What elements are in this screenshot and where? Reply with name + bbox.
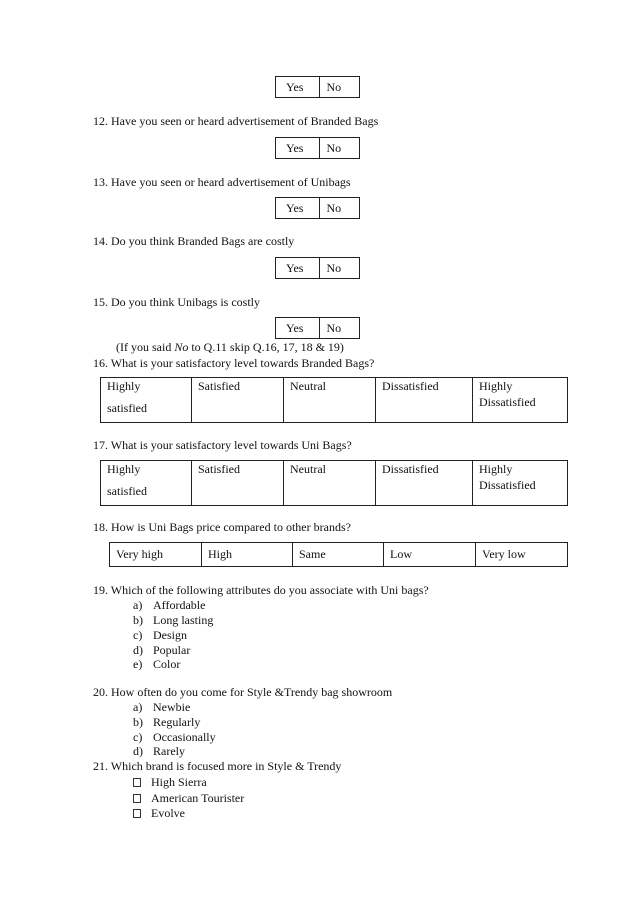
list-item[interactable] xyxy=(133,657,180,672)
option-text: American Tourister xyxy=(151,791,245,805)
option-same[interactable]: Same xyxy=(293,543,384,567)
no-option[interactable]: No xyxy=(319,77,360,97)
option-highly-dissatisfied[interactable] xyxy=(473,461,568,506)
option-text: Design xyxy=(153,628,187,642)
list-item[interactable] xyxy=(133,700,190,715)
list-item[interactable] xyxy=(133,628,187,643)
no-option[interactable]: No xyxy=(319,138,360,158)
option-label-line: Dissatisfied xyxy=(479,478,536,492)
option-text: Evolve xyxy=(151,806,185,820)
q14-yesno xyxy=(275,257,360,279)
list-item[interactable] xyxy=(133,791,244,806)
question-13: 13. Have you seen or heard advertisement of Unibags xyxy=(93,175,351,189)
list-item[interactable] xyxy=(133,643,190,658)
option-text: Popular xyxy=(153,643,191,657)
skip-note-post: to Q.11 skip Q.16, 17, 18 & 19) xyxy=(188,340,344,354)
option-text: Color xyxy=(153,657,181,671)
q12-yesno xyxy=(275,137,360,159)
option-label-line: satisfied xyxy=(107,484,147,498)
option-marker: b) xyxy=(133,613,143,627)
question-20: 20. How often do you come for Style &Trendy bag showroom xyxy=(93,685,393,699)
option-label-line: Highly xyxy=(479,462,513,476)
option-marker: c) xyxy=(133,730,143,744)
checkbox-icon[interactable] xyxy=(133,794,141,803)
option-label-line: Highly xyxy=(107,379,141,393)
yes-option[interactable]: Yes xyxy=(286,320,304,335)
option-text: Long lasting xyxy=(153,613,214,627)
option-text: High Sierra xyxy=(151,775,207,789)
option-low[interactable]: Low xyxy=(384,543,476,567)
question-16: 16. What is your satisfactory level towards Branded Bags? xyxy=(93,356,375,370)
option-neutral[interactable]: Neutral xyxy=(284,461,376,506)
question-21: 21. Which brand is focused more in Style & Trendy xyxy=(93,759,342,773)
checkbox-icon[interactable] xyxy=(133,809,141,818)
question-18: 18. How is Uni Bags price compared to other brands? xyxy=(93,520,351,534)
option-dissatisfied[interactable]: Dissatisfied xyxy=(376,378,473,423)
list-item[interactable] xyxy=(133,598,205,613)
option-label-line: satisfied xyxy=(107,401,147,415)
option-label-line: Dissatisfied xyxy=(479,395,536,409)
option-text: Regularly xyxy=(153,715,201,729)
list-item[interactable] xyxy=(133,806,185,821)
option-marker: c) xyxy=(133,628,143,642)
option-marker: a) xyxy=(133,700,143,714)
yes-option[interactable]: Yes xyxy=(286,260,304,275)
option-dissatisfied[interactable]: Dissatisfied xyxy=(376,461,473,506)
option-marker: d) xyxy=(133,744,143,758)
option-highly-dissatisfied[interactable] xyxy=(473,378,568,423)
list-item[interactable] xyxy=(133,744,185,759)
option-marker: e) xyxy=(133,657,143,671)
option-very-high[interactable]: Very high xyxy=(110,543,202,567)
option-highly-satisfied[interactable] xyxy=(101,378,192,423)
option-marker: b) xyxy=(133,715,143,729)
question-19: 19. Which of the following attributes do you associate with Uni bags? xyxy=(93,583,429,597)
skip-note xyxy=(116,340,344,355)
option-label-line: Highly xyxy=(107,462,141,476)
list-item[interactable] xyxy=(133,715,200,730)
option-very-low[interactable]: Very low xyxy=(476,543,568,567)
option-highly-satisfied[interactable] xyxy=(101,461,192,506)
no-option[interactable]: No xyxy=(319,258,360,278)
skip-note-emphasis: No xyxy=(174,340,189,354)
yes-option[interactable]: Yes xyxy=(286,140,304,155)
question-14: 14. Do you think Branded Bags are costly xyxy=(93,234,295,248)
q17-satisfaction-scale xyxy=(100,460,568,506)
option-satisfied[interactable]: Satisfied xyxy=(192,461,284,506)
skip-note-pre: (If you said xyxy=(116,340,175,354)
option-text: Occasionally xyxy=(153,730,216,744)
yes-option[interactable]: Yes xyxy=(286,79,304,94)
option-label-line: Highly xyxy=(479,379,513,393)
option-text: Newbie xyxy=(153,700,191,714)
option-text: Affordable xyxy=(153,598,206,612)
option-marker: d) xyxy=(133,643,143,657)
question-15: 15. Do you think Unibags is costly xyxy=(93,295,260,309)
q16-satisfaction-scale xyxy=(100,377,568,423)
q18-price-scale xyxy=(109,542,568,567)
option-neutral[interactable]: Neutral xyxy=(284,378,376,423)
q11-yesno xyxy=(275,76,360,98)
list-item[interactable] xyxy=(133,775,207,790)
yes-option[interactable]: Yes xyxy=(286,200,304,215)
option-text: Rarely xyxy=(153,744,185,758)
q13-yesno xyxy=(275,197,360,219)
question-12: 12. Have you seen or heard advertisement of Branded Bags xyxy=(93,114,379,128)
option-satisfied[interactable]: Satisfied xyxy=(192,378,284,423)
list-item[interactable] xyxy=(133,730,216,745)
no-option[interactable]: No xyxy=(319,198,360,218)
option-marker: a) xyxy=(133,598,143,612)
checkbox-icon[interactable] xyxy=(133,778,141,787)
list-item[interactable] xyxy=(133,613,213,628)
option-high[interactable]: High xyxy=(202,543,293,567)
q15-yesno xyxy=(275,317,360,339)
question-17: 17. What is your satisfactory level towards Uni Bags? xyxy=(93,438,352,452)
no-option[interactable]: No xyxy=(319,318,360,338)
